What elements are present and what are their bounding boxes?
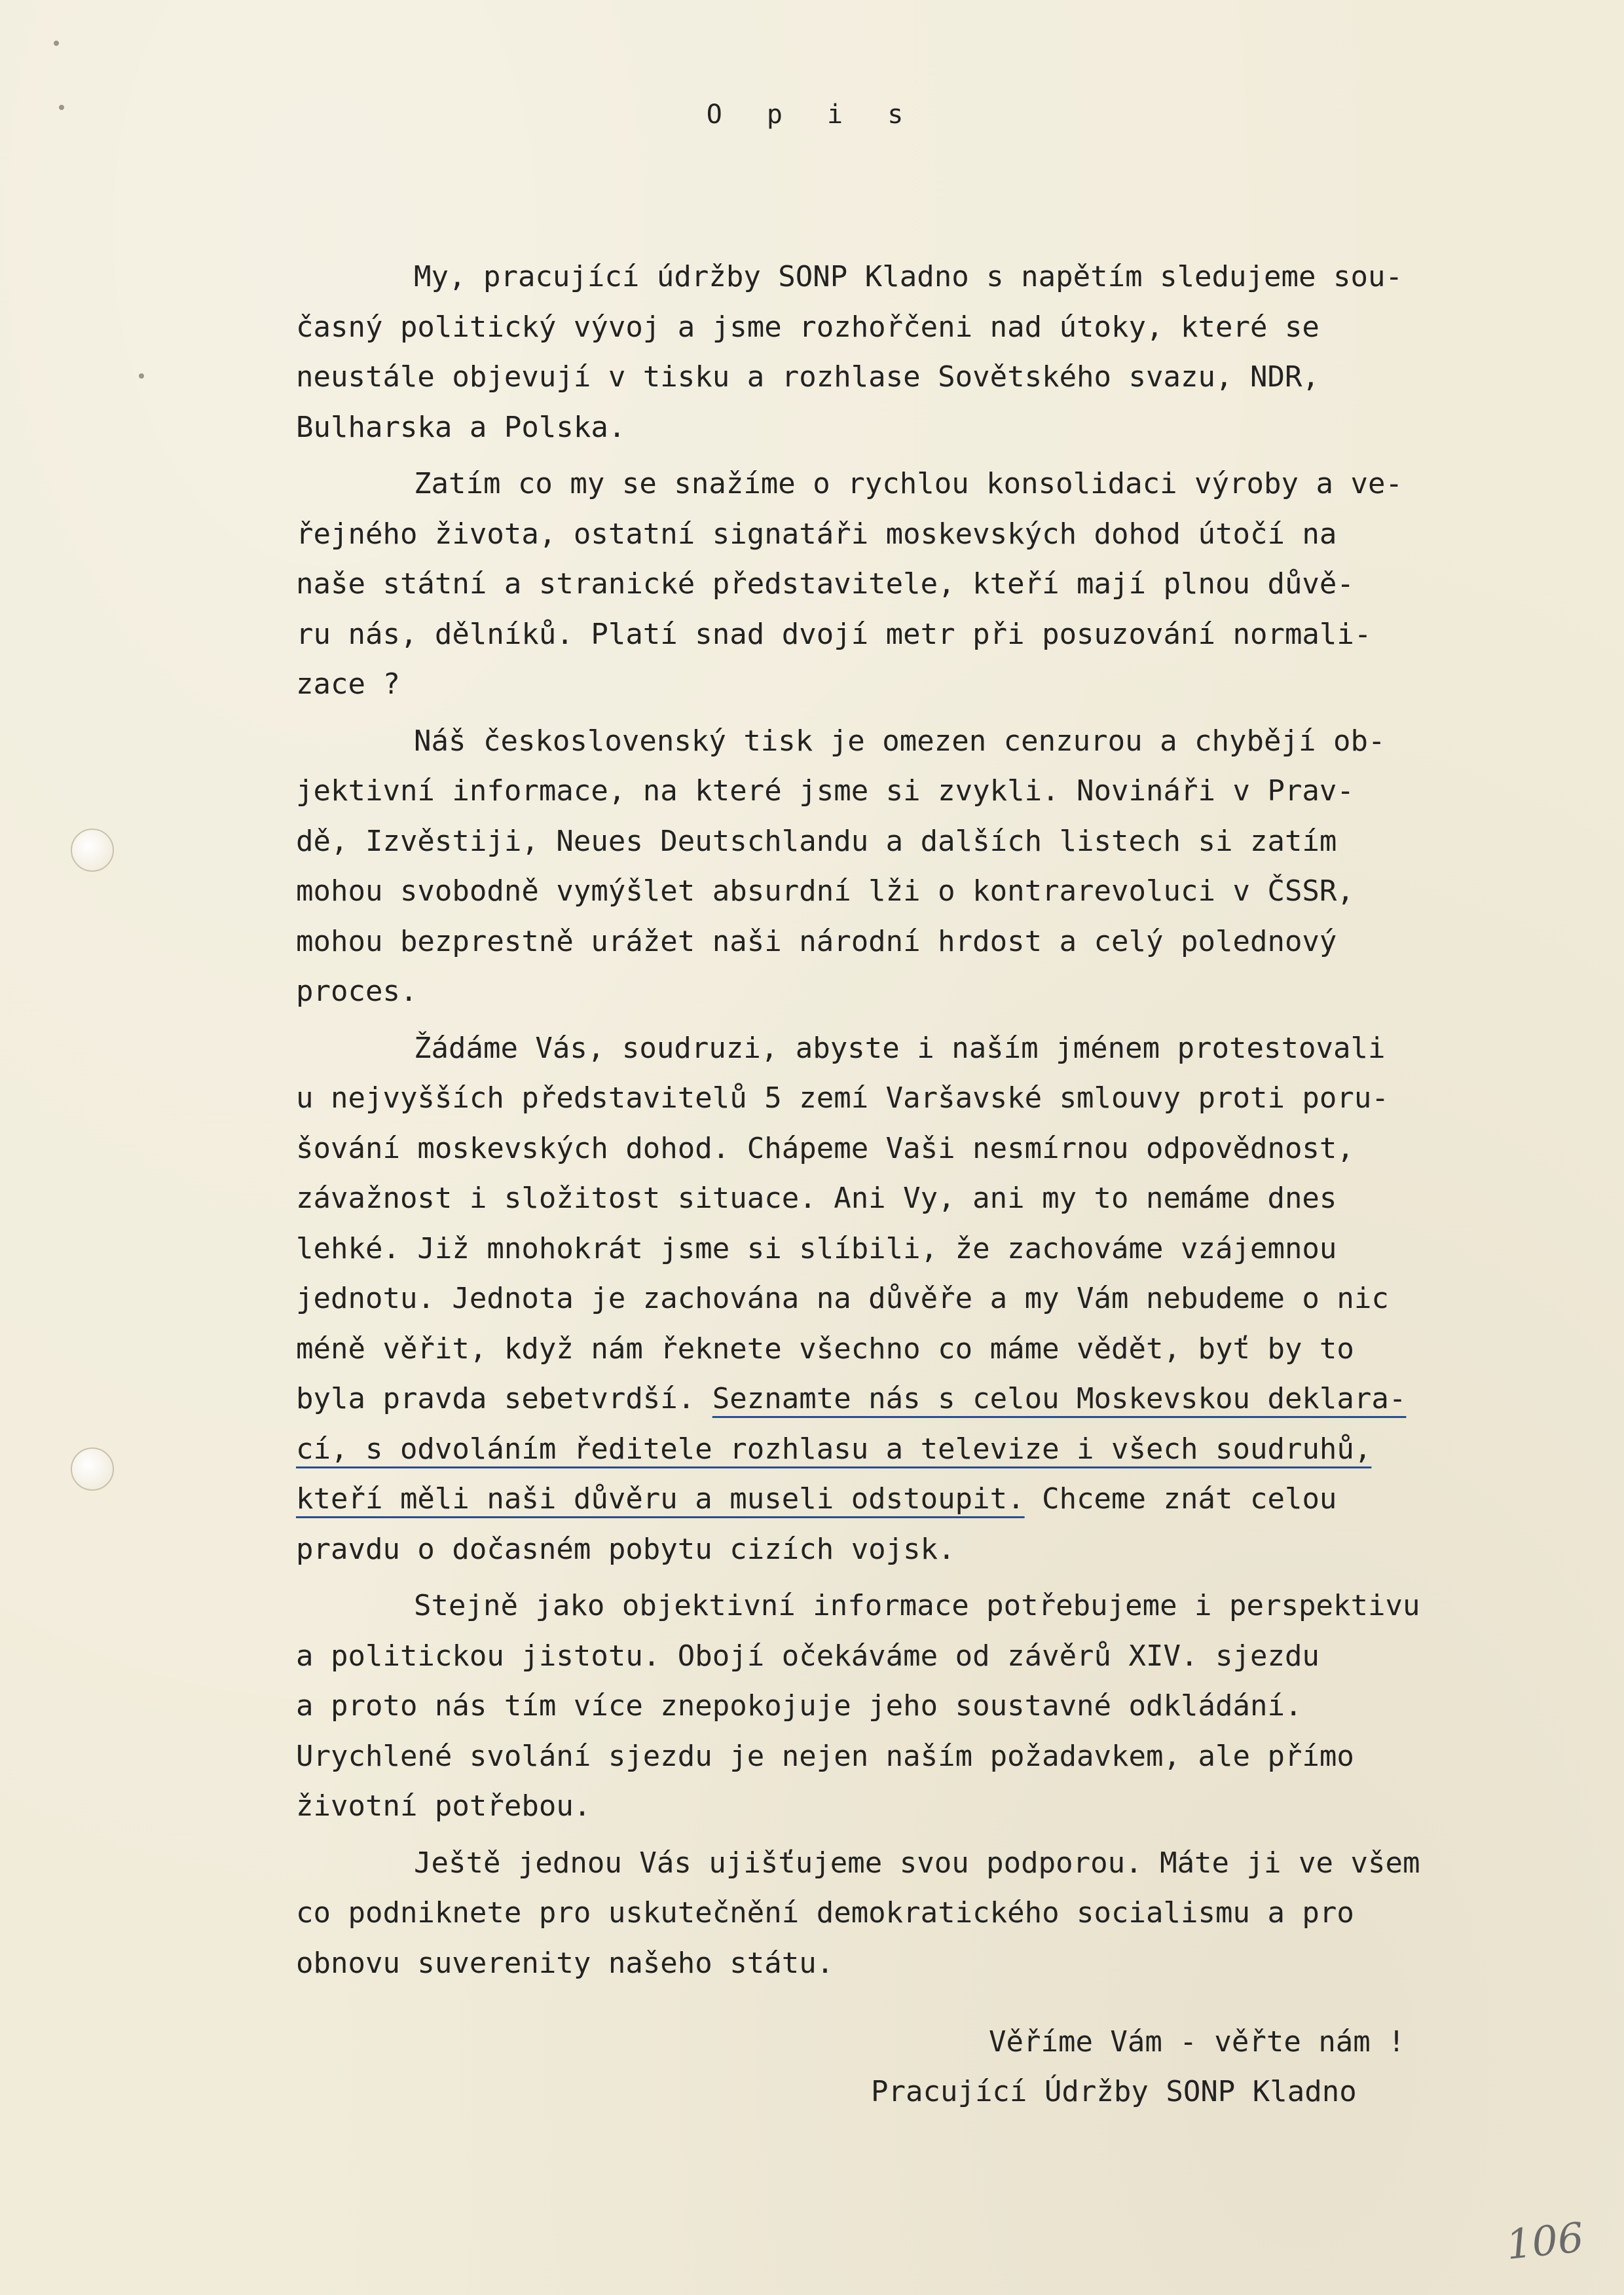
text-fragment: byla pravda sebetvrdší.: [296, 1382, 712, 1415]
text-line: jektivní informace, na které jsme si zvykli. Novináři v Prav-: [296, 774, 1354, 808]
document-title: O p i s: [706, 100, 918, 130]
text-line: pravdu o dočasném pobytu cizích vojsk.: [296, 1532, 955, 1566]
text-line: časný politický vývoj a jsme rozhořčeni nad útoky, které se: [296, 310, 1320, 344]
signature: Pracující Údržby SONP Kladno: [871, 2075, 1357, 2108]
paragraph-4: [296, 1024, 1579, 1575]
text-line: Stejně jako objektivní informace potřebujeme i perspektivu: [414, 1589, 1420, 1622]
text-line: Zatím co my se snažíme o rychlou konsolidaci výroby a ve-: [414, 467, 1403, 500]
text-line: méně věřit, když nám řeknete všechno co máme vědět, byť by to: [296, 1332, 1354, 1366]
text-line: a politickou jistotu. Obojí očekáváme od závěrů XIV. sjezdu: [296, 1639, 1320, 1673]
text-line: šování moskevských dohod. Chápeme Vaši nesmírnou odpovědnost,: [296, 1131, 1354, 1165]
closing-motto: Věříme Vám - věřte nám !: [989, 2025, 1405, 2059]
punch-hole: [71, 1447, 114, 1491]
letter-body: [296, 252, 1579, 1995]
text-line: obnovu suverenity našeho státu.: [296, 1946, 834, 1980]
paragraph-1: [296, 252, 1579, 453]
text-line: mohou bezprestně urážet naši národní hrdost a celý polednový: [296, 924, 1337, 958]
paragraph-2: [296, 459, 1579, 710]
text-fragment: Chceme znát celou: [1024, 1482, 1337, 1516]
text-line: dě, Izvěstiji, Neues Deutschlandu a dalších listech si zatím: [296, 824, 1337, 858]
text-line: [296, 1374, 1579, 1425]
text-line: proces.: [296, 975, 418, 1008]
text-line: [296, 1474, 1579, 1525]
text-line: zace ?: [296, 667, 400, 701]
text-line: závažnost i složitost situace. Ani Vy, ani my to nemáme dnes: [296, 1182, 1337, 1215]
paragraph-6: [296, 1838, 1579, 1989]
paper-speck: [139, 373, 144, 379]
text-line: u nejvyšších představitelů 5 zemí Varšavské smlouvy proti poru-: [296, 1081, 1389, 1115]
text-line: lehké. Již mnohokrát jsme si slíbili, že zachováme vzájemnou: [296, 1231, 1337, 1265]
text-line: Ještě jednou Vás ujišťujeme svou podporou. Máte ji ve všem: [414, 1846, 1420, 1880]
text-line: jednotu. Jednota je zachována na důvěře a my Vám nebudeme o nic: [296, 1282, 1389, 1315]
text-line: životní potřebou.: [296, 1789, 591, 1823]
underlined-passage: kteří měli naši důvěru a museli odstoupit.: [296, 1482, 1025, 1516]
text-line: ru nás, dělníků. Platí snad dvojí metr při posuzování normali-: [296, 617, 1372, 651]
paper-speck: [54, 41, 59, 46]
text-line: naše státní a stranické představitele, kteří mají plnou důvě-: [296, 567, 1354, 601]
paragraph-5: [296, 1581, 1579, 1832]
text-line: Urychlené svolání sjezdu je nejen naším požadavkem, ale přímo: [296, 1739, 1354, 1773]
text-line: Žádáme Vás, soudruzi, abyste i naším jménem protestovali: [414, 1031, 1386, 1065]
text-line: řejného života, ostatní signatáři moskevských dohod útočí na: [296, 517, 1337, 551]
closing-block: [871, 2017, 1405, 2117]
paragraph-3: [296, 717, 1579, 1017]
underlined-passage: Seznamte nás s celou Moskevskou deklara-: [712, 1382, 1407, 1415]
punch-hole: [71, 829, 114, 872]
text-line: Bulharska a Polska.: [296, 410, 626, 444]
text-line: a proto nás tím více znepokojuje jeho soustavné odkládání.: [296, 1689, 1302, 1723]
text-line: My, pracující údržby SONP Kladno s napětím sledujeme sou-: [414, 260, 1403, 293]
underlined-passage: cí, s odvoláním ředitele rozhlasu a televize i všech soudruhů,: [296, 1432, 1372, 1466]
text-line: mohou svobodně vymýšlet absurdní lži o kontrarevoluci v ČSSR,: [296, 874, 1354, 908]
text-line: co podniknete pro uskutečnění demokratického socialismu a pro: [296, 1896, 1354, 1930]
text-line: neustále objevují v tisku a rozhlase Sovětského svazu, NDR,: [296, 360, 1320, 394]
folio-number: 106: [1504, 2213, 1586, 2269]
text-line: Náš československý tisk je omezen cenzurou a chybějí ob-: [414, 724, 1386, 758]
